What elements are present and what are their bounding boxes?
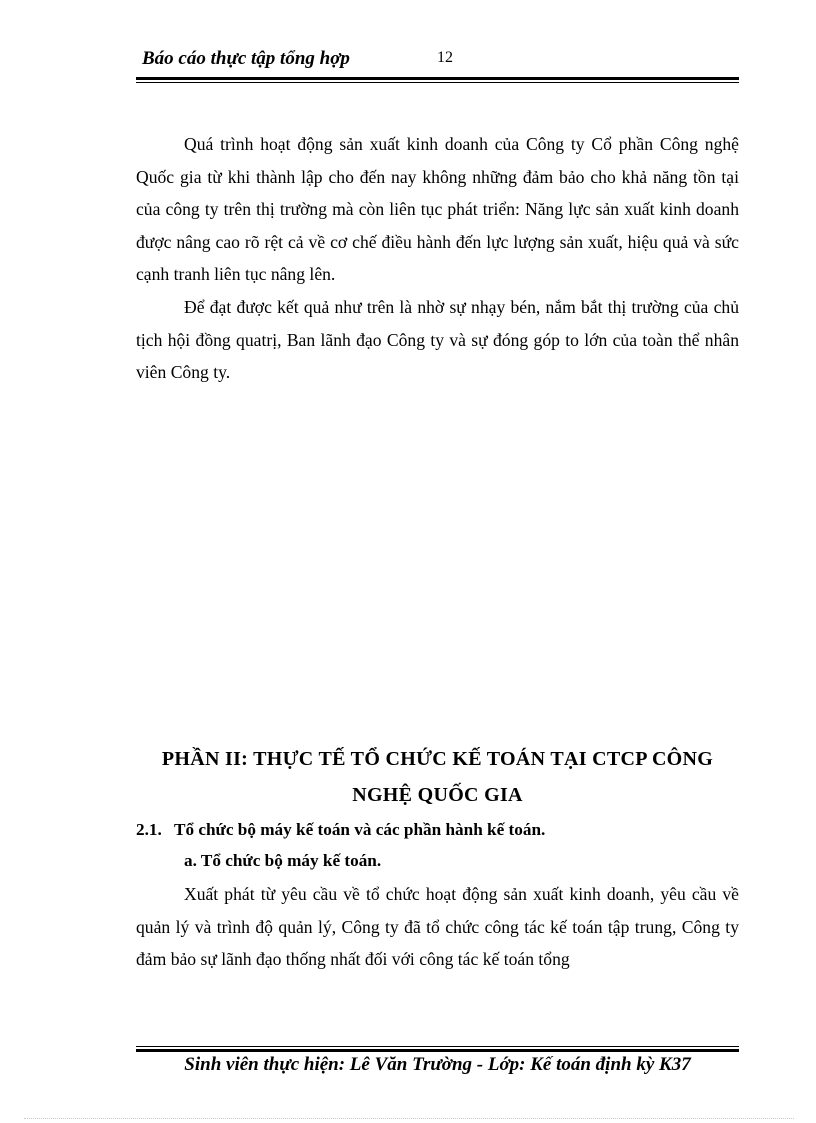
section-title: PHẦN II: THỰC TẾ TỔ CHỨC KẾ TOÁN TẠI CTCP CÔNG NGHỆ QUỐC GIA xyxy=(161,748,714,806)
header-rule-thick xyxy=(136,77,739,80)
page-edge-divider xyxy=(24,1118,794,1119)
subsection-number: 2.1. xyxy=(136,820,162,839)
intro-paragraph-1: Quá trình hoạt động sản xuất kinh doanh của Công ty Cổ phần Công nghệ Quốc gia từ khi thành lập cho đến nay không những đảm bảo cho khả năng tồn tại của công ty trên thị trường mà còn liên tục phát triển: Năng lực sản xuất kinh doanh được nâng cao rõ rệt cả về cơ chế điều hành đến lực lượng sản xuất, hiệu quả và sức cạnh tranh liên tục nâng lên. xyxy=(136,134,739,285)
intro-paragraph-2: Để đạt được kết quả như trên là nhờ sự nhạy bén, nắm bắt thị trường của chủ tịch hội đồng quatrị, Ban lãnh đạo Công ty và sự đóng góp to lớn của toàn thể nhân viên Công ty. xyxy=(136,296,739,383)
item-heading: a. Tổ chức bộ máy kế toán. xyxy=(184,851,382,870)
footer-text: Sinh viên thực hiện: Lê Văn Trường - Lớp: Kế toán định kỳ K37 xyxy=(184,1054,691,1075)
intro-text xyxy=(136,128,739,389)
header-rule-thin xyxy=(136,82,739,83)
section-text xyxy=(136,878,739,976)
page-number: 12 xyxy=(437,49,453,66)
footer-rule-thin xyxy=(136,1046,739,1047)
header-title: Báo cáo thực tập tổng hợp xyxy=(142,48,350,69)
subsection-title: Tổ chức bộ máy kế toán và các phần hành kế toán. xyxy=(174,820,546,839)
footer-rule-thick xyxy=(136,1049,739,1052)
section-paragraph: Xuất phát từ yêu cầu về tổ chức hoạt động sản xuất kinh doanh, yêu cầu về quản lý và trình độ quản lý, Công ty đã tổ chức công tác kế toán tập trung, Công ty đảm bảo sự lãnh đạo thống nhất đối với công tác kế toán tổng xyxy=(136,884,739,970)
